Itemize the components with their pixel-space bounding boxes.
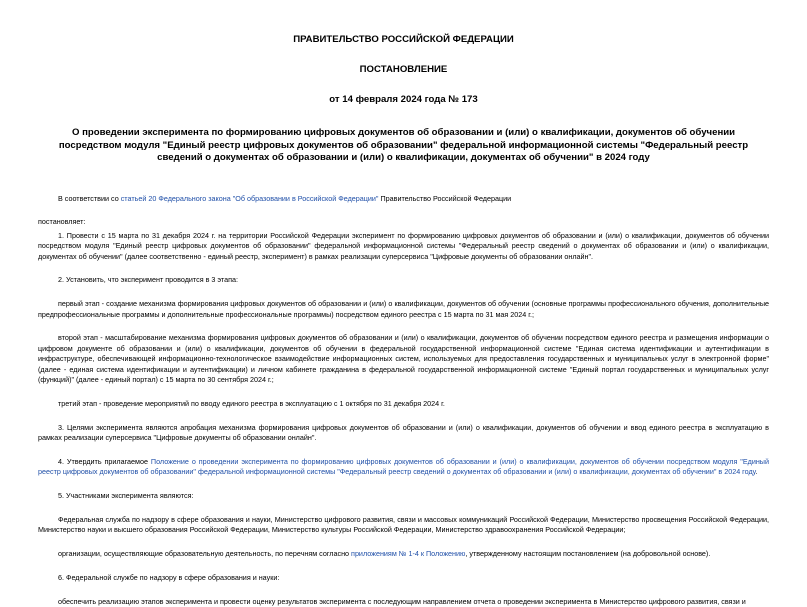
appendices-link[interactable]: приложениям № 1-4 к Положению (351, 548, 466, 558)
regulation-link[interactable]: Положение о проведении эксперимента по формированию цифровых документов об образовании и (или) о квалификации, документов об обучении посредством модуля "Единый реестр цифровых документов об образовании" федеральной информационной системы "Федеральный реестр сведений о документах об образовании и (или) о квалификации, документах об обучении" в 2024 году (38, 456, 769, 477)
paragraph-2: 2. Установить, что эксперимент проводится в 3 этапа: (58, 275, 239, 285)
paragraph-6: 6. Федеральной службе по надзору в сфере образования и науки: (58, 572, 280, 582)
paragraph-3: 3. Целями эксперимента являются апробация механизма формирования цифровых документов об образовании и (или) о квалификации, документов об обучении и ввод единого реестра в эксплуатацию в рамках реализации суперсервиса "Цифровые документы об образовании онлайн". (38, 422, 769, 442)
stage-1: первый этап - создание механизма формирования цифровых документов об образовании и (или) о квалификации, документов об обучении (основные программы профессионального обучения, дополнительные предпрофессиональные программы и дополнительные профессиональные программы) посредством единого реестра с 15 марта по 31 мая 2024 г.; (38, 299, 769, 319)
organizations-paragraph (38, 549, 769, 559)
stage-3: третий этап - проведение мероприятий по вводу единого реестра в эксплуатацию с 1 октября по 31 декабря 2024 г. (58, 398, 445, 408)
orgs-text-b: , утвержденному настоящим постановлением (на добровольной основе). (465, 548, 711, 558)
intro-paragraph (38, 194, 769, 204)
intro-text-a: В соответствии со (58, 193, 121, 203)
stage-2: второй этап - масштабирование механизма формирования цифровых документов об образовании и (или) о квалификации, документов об обучении посредством единого реестра и размещения информации о цифровом документе об образовании и (или) о квалификации, документов об обучении в федеральной государственной информационной системе "Единая система идентификации и аутентификации в инфраструктуре, обеспечивающей информационно-технологическое взаимодействие информационных систем, используемых для предоставления государственных и муниципальных услуг в электронной форме" (далее - единая система идентификации и аутентификации) и личном кабинете гражданина в федеральной государственной информационной системе "Единый портал государственных и муниципальных услуг (функций)" (далее - единый портал) с 15 марта по 30 сентября 2024 г.; (38, 333, 769, 384)
p4-text-b: . (755, 467, 758, 477)
decree-word: постановляет: (38, 217, 86, 227)
intro-text-b: Правительство Российской Федерации (378, 193, 512, 203)
participants-list: Федеральная служба по надзору в сфере образования и науки, Министерство цифрового развития, связи и массовых коммуникаций Российской Федерации, Министерство просвещения Российской Федерации, Министерство науки и высшего образования Российской Федерации, Министерство культуры Российской Федерации, Министерство здравоохранения Российской Федерации; (38, 514, 769, 535)
paragraph-6-item-1: обеспечить реализацию этапов эксперимента и провести оценку результатов эксперимента с последующим направлением отчета о проведении эксперимента в Министерство цифрового развития, связи и (58, 596, 746, 606)
document-date-number: от 14 февраля 2024 года № 173 (329, 94, 478, 105)
document-type: ПОСТАНОВЛЕНИЕ (359, 64, 448, 75)
law-article-link[interactable]: статьей 20 Федерального закона "Об образовании в Российской Федерации" (120, 193, 379, 203)
paragraph-4 (38, 457, 769, 478)
paragraph-5: 5. Участниками эксперимента являются: (58, 490, 194, 500)
orgs-text-a: организации, осуществляющие образовательную деятельность, по перечням согласно (58, 548, 352, 558)
document-title: О проведении эксперимента по формированию цифровых документов об образовании и (или) о квалификации, документов об обучении посредством модуля "Единый реестр цифровых документов об образовании" федеральной информационной системы "Федеральный реестр сведений о документах об образовании и (или) о квалификации, документах об обучении" в 2024 году (58, 127, 749, 163)
government-name: ПРАВИТЕЛЬСТВО РОССИЙСКОЙ ФЕДЕРАЦИИ (293, 34, 514, 45)
p4-text-a: 4. Утвердить прилагаемое (58, 456, 151, 466)
paragraph-1: 1. Провести с 15 марта по 31 декабря 2024 г. на территории Российской Федерации эксперимент по формированию цифровых документов об образовании и (или) о квалификации, документов об обучении посредством модуля "Единый реестр цифровых документов об образовании" федеральной информационной системы "Федеральный реестр сведений о документах об образовании и (или) о квалификации, документах об обучении" (далее соответственно - единый реестр, эксперимент) в рамках реализации суперсервиса "Цифровые документы об образовании онлайн". (38, 230, 769, 261)
